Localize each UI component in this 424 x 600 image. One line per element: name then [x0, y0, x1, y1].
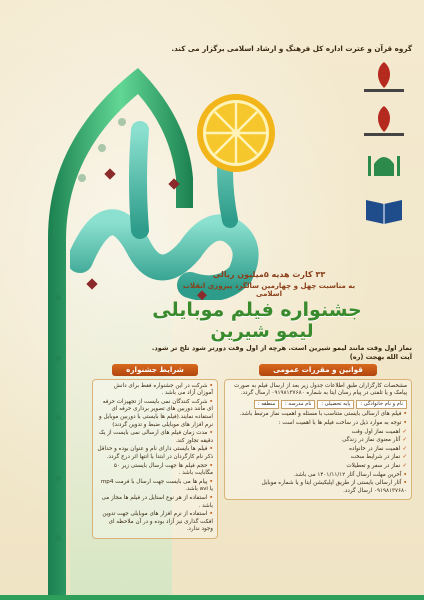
rules-section	[224, 364, 412, 500]
rules-list	[229, 411, 407, 495]
list-item: •آخرین مهلت ارسال آثار ۱۴۰۱/۱۱/۱۲ می باشد.	[293, 471, 407, 478]
festival-title: جشنواره فیلم موبایلی	[152, 299, 362, 321]
conditions-heading: شرایط جشنواره	[112, 364, 198, 376]
occasion-line: به مناسبت چهل و چهارمین سالگرد پیروزی انقلاب اسلامی	[182, 282, 356, 298]
list-item: ✓آثار معنوی نماز در زندگی	[342, 437, 407, 444]
form-field: نام و نام خانوادگی :	[356, 400, 407, 410]
list-item: •پیام ها می بایست جهت ارسال با فرمت mp4 یا avi باشد.	[100, 478, 213, 493]
conditions-box	[92, 379, 218, 539]
mosque-icon	[354, 146, 414, 184]
logo-mosque	[354, 146, 414, 184]
list-item: •مدت زمان فیلم های ارسالی نمی بایست از یک دقیقه تجاوز کند.	[98, 430, 213, 444]
list-item: ✓اهمیت نماز در خانواده	[349, 445, 407, 452]
form-field: پایه تحصیلی :	[317, 400, 354, 410]
form-field: نام مدرسه :	[281, 400, 315, 410]
list-item: ✓نماز در سفر و تعطیلات	[346, 462, 407, 469]
book-icon	[354, 190, 414, 228]
list-item: •استفاده از نرم افزار های موبایلی جهت تدوین افکت گذاری نیز آزاد بوده و در آن ملاحظه ای وجود ندارد.	[102, 511, 213, 533]
logo-ershad	[354, 58, 414, 96]
bottom-bar	[0, 595, 424, 600]
rules-heading: قوانین و مقررات عمومی	[259, 364, 377, 376]
slogan-text: نماز اول وقت مانند لیمو شیرین است. هرچه از اول وقت دورتر شود تلخ تر شود.	[151, 344, 412, 352]
list-item: ✓نماز در شرایط سخت	[350, 454, 407, 461]
rules-box	[224, 379, 412, 501]
organizer-line: گروه قرآن و عترت اداره کل فرهنگ و ارشاد اسلامی برگزار می کند.	[171, 44, 412, 53]
form-field: منطقه :	[254, 400, 279, 410]
list-item: •توجه به موارد ذیل در ساخت فیلم ها با اهمیت است :	[278, 419, 407, 426]
list-item: •فیلم ها بایستی دارای نام و عنوان بوده و حداقل ذکر نام کارگردان در ابتدا یا انتها اثر درج گردد.	[97, 446, 213, 460]
slogan	[150, 344, 412, 362]
emblem-icon	[354, 58, 414, 96]
conditions-section	[92, 364, 218, 539]
list-item: •استفاده از هر نوع استایل در فیلم ها مجاز می باشد .	[101, 494, 213, 509]
list-item: •حجم فیلم ها جهت ارسال بایستی زیر ۵۰ مگابایت باشد .	[113, 462, 213, 477]
list-item: •فیلم های ارسالی بایستی متناسب با مسئله و اهمیت نماز مرتبط باشد.	[239, 411, 407, 418]
list-item: ✓اهمیت نماز اول وقت	[351, 428, 407, 435]
sponsor-logos	[354, 58, 414, 234]
info-form	[229, 400, 407, 410]
conditions-list	[97, 383, 213, 534]
list-item: •آثار ارسالی بایستی از طریق اپلیکیشن ایتا و یا شماره موبایل ۰۹۱۹۸۱۳۷۶۸۰ ارسال گردد.	[261, 480, 407, 494]
lemon-slice-icon	[195, 92, 277, 174]
emblem-icon	[354, 102, 414, 140]
list-item: •شرکت کنندگان نمی بایست از تجهیزات حرفه ای مانند دوربین های تصویر برداری حرفه ای استفاده نمایند.(فیلم ها بایستی با دوربین موبایل و نرم افزار های موبایلی ضبط و تدوین گردند)	[98, 398, 213, 428]
list-item: •شرکت در این جشنواره فقط برای دانش آموزان آزاد می باشد .	[113, 382, 213, 397]
slogan-author: آیت الله بهجت (ره)	[349, 353, 412, 361]
festival-subtitle: لیمو شیرین	[210, 321, 314, 342]
rules-intro: مشخصات کارگزاران طبق اطلاعات جدول زیر بعد از ارسال فیلم به صورت پیامک و یا تلفنی در پیام رسان ایتا به شماره ۰۹۱۹۸۱۳۷۶۸۰ ارسال گردد.	[234, 382, 407, 397]
logo-education	[354, 102, 414, 140]
logo-quran	[354, 190, 414, 228]
prize-line: ۳۳ کارت هدیه ۵میلیون ریالی	[212, 270, 326, 279]
